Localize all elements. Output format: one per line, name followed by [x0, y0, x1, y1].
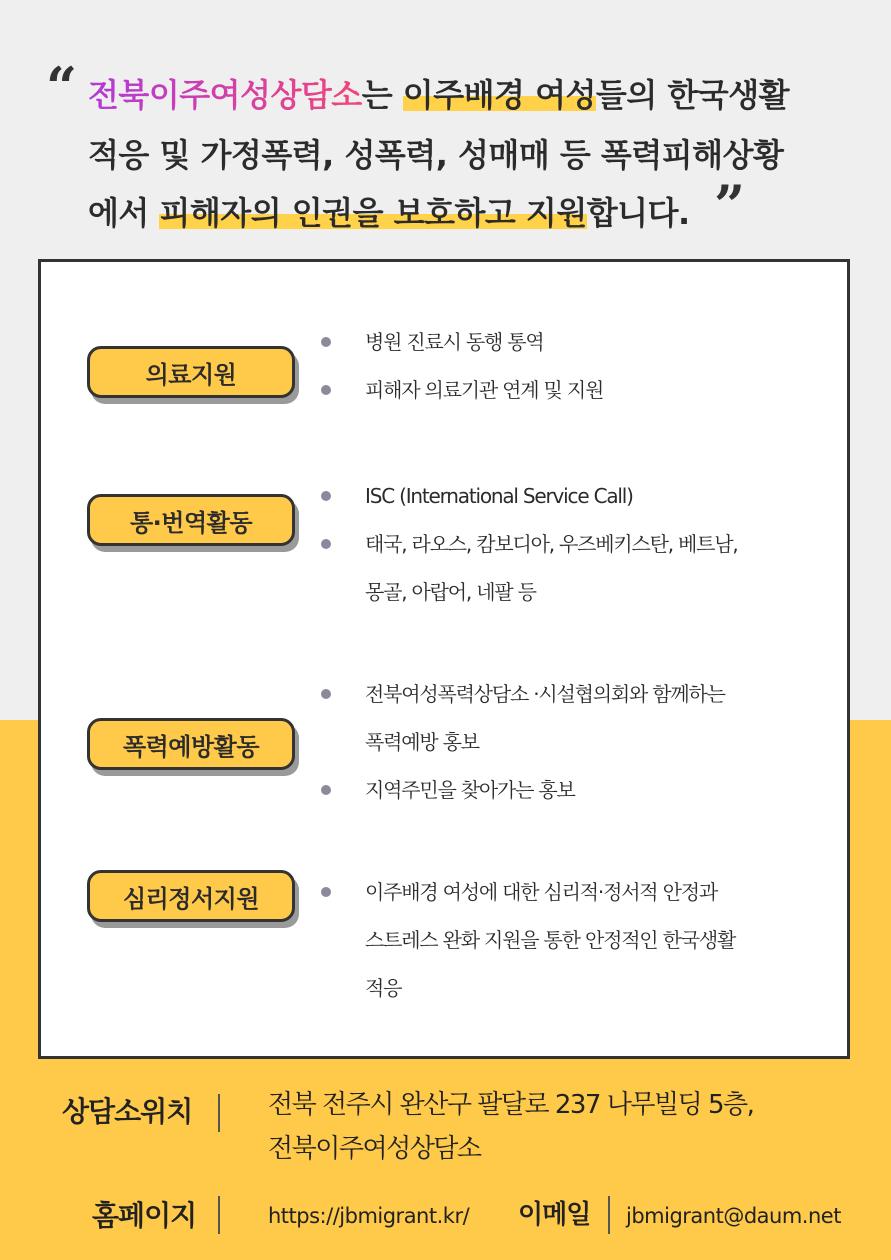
quote-line-1: [88, 70, 789, 116]
divider: [218, 1196, 220, 1234]
quote-text: 합니다.: [586, 194, 690, 232]
item-text: 몽골, 아랍어, 네팔 등: [365, 580, 536, 604]
divider: [218, 1094, 220, 1132]
quote-line-3: [88, 188, 690, 234]
list-item: [319, 670, 839, 766]
close-quote-mark: ”: [714, 173, 746, 237]
service-title-badge: 의료지원: [87, 346, 295, 398]
service-items: [319, 670, 839, 814]
bullet-icon: [321, 491, 331, 501]
quote-text: 들의 한국생활: [595, 76, 790, 114]
quote-highlight: 이주배경 여성: [402, 76, 596, 114]
item-text: 병원 진료시 동행 통역: [365, 330, 544, 354]
list-item: [319, 766, 839, 814]
service-title-badge: 심리정서지원: [87, 870, 295, 922]
location-address: 전북 전주시 완산구 팔달로 237 나무빌딩 5층,: [268, 1090, 754, 1120]
email-link[interactable]: jbmigrant@daum.net: [626, 1204, 841, 1228]
list-item: [319, 318, 839, 366]
bullet-icon: [321, 337, 331, 347]
bullet-icon: [321, 539, 331, 549]
item-text: 피해자 의료기관 연계 및 지원: [365, 378, 604, 402]
quote-line-2: 적응 및 가정폭력, 성폭력, 성매매 등 폭력피해상황: [88, 136, 784, 174]
homepage-label: 홈페이지: [92, 1199, 197, 1232]
open-quote-mark: “: [46, 55, 78, 119]
item-text: 적응: [365, 976, 402, 1000]
list-item: [319, 868, 839, 1012]
homepage-link[interactable]: https://jbmigrant.kr/: [268, 1204, 470, 1228]
services-card: [38, 259, 850, 1059]
email-label: 이메일: [518, 1200, 591, 1230]
service-items: [319, 472, 839, 616]
item-text: 이주배경 여성에 대한 심리적·정서적 안정과: [365, 880, 717, 904]
service-items: [319, 318, 839, 414]
item-text: ISC (International Service Call): [365, 484, 633, 508]
item-text: 스트레스 완화 지원을 통한 안정적인 한국생활: [365, 928, 736, 952]
mission-quote: [0, 55, 891, 250]
bullet-icon: [321, 385, 331, 395]
item-text: 전북여성폭력상담소 ·시설협의회와 함께하는: [365, 682, 725, 706]
service-title-badge: 폭력예방활동: [87, 718, 295, 770]
service-items: [319, 868, 839, 1012]
list-item: [319, 472, 839, 520]
service-title-badge: 통·번역활동: [87, 494, 295, 546]
location-name: 전북이주여성상담소: [268, 1134, 481, 1164]
org-name: 전북이주여성상담소: [88, 76, 362, 114]
item-text: 폭력예방 홍보: [365, 730, 479, 754]
list-item: [319, 520, 839, 616]
quote-text: 에서: [88, 194, 160, 232]
item-text: 태국, 라오스, 캄보디아, 우즈베키스탄, 베트남,: [365, 532, 738, 556]
quote-text: 는: [361, 76, 403, 114]
list-item: [319, 366, 839, 414]
bullet-icon: [321, 785, 331, 795]
divider: [608, 1196, 610, 1234]
item-text: 지역주민을 찾아가는 홍보: [365, 778, 575, 802]
location-label: 상담소위치: [62, 1095, 193, 1128]
bullet-icon: [321, 887, 331, 897]
quote-highlight: 피해자의 인권을 보호하고 지원: [159, 194, 587, 232]
bullet-icon: [321, 689, 331, 699]
